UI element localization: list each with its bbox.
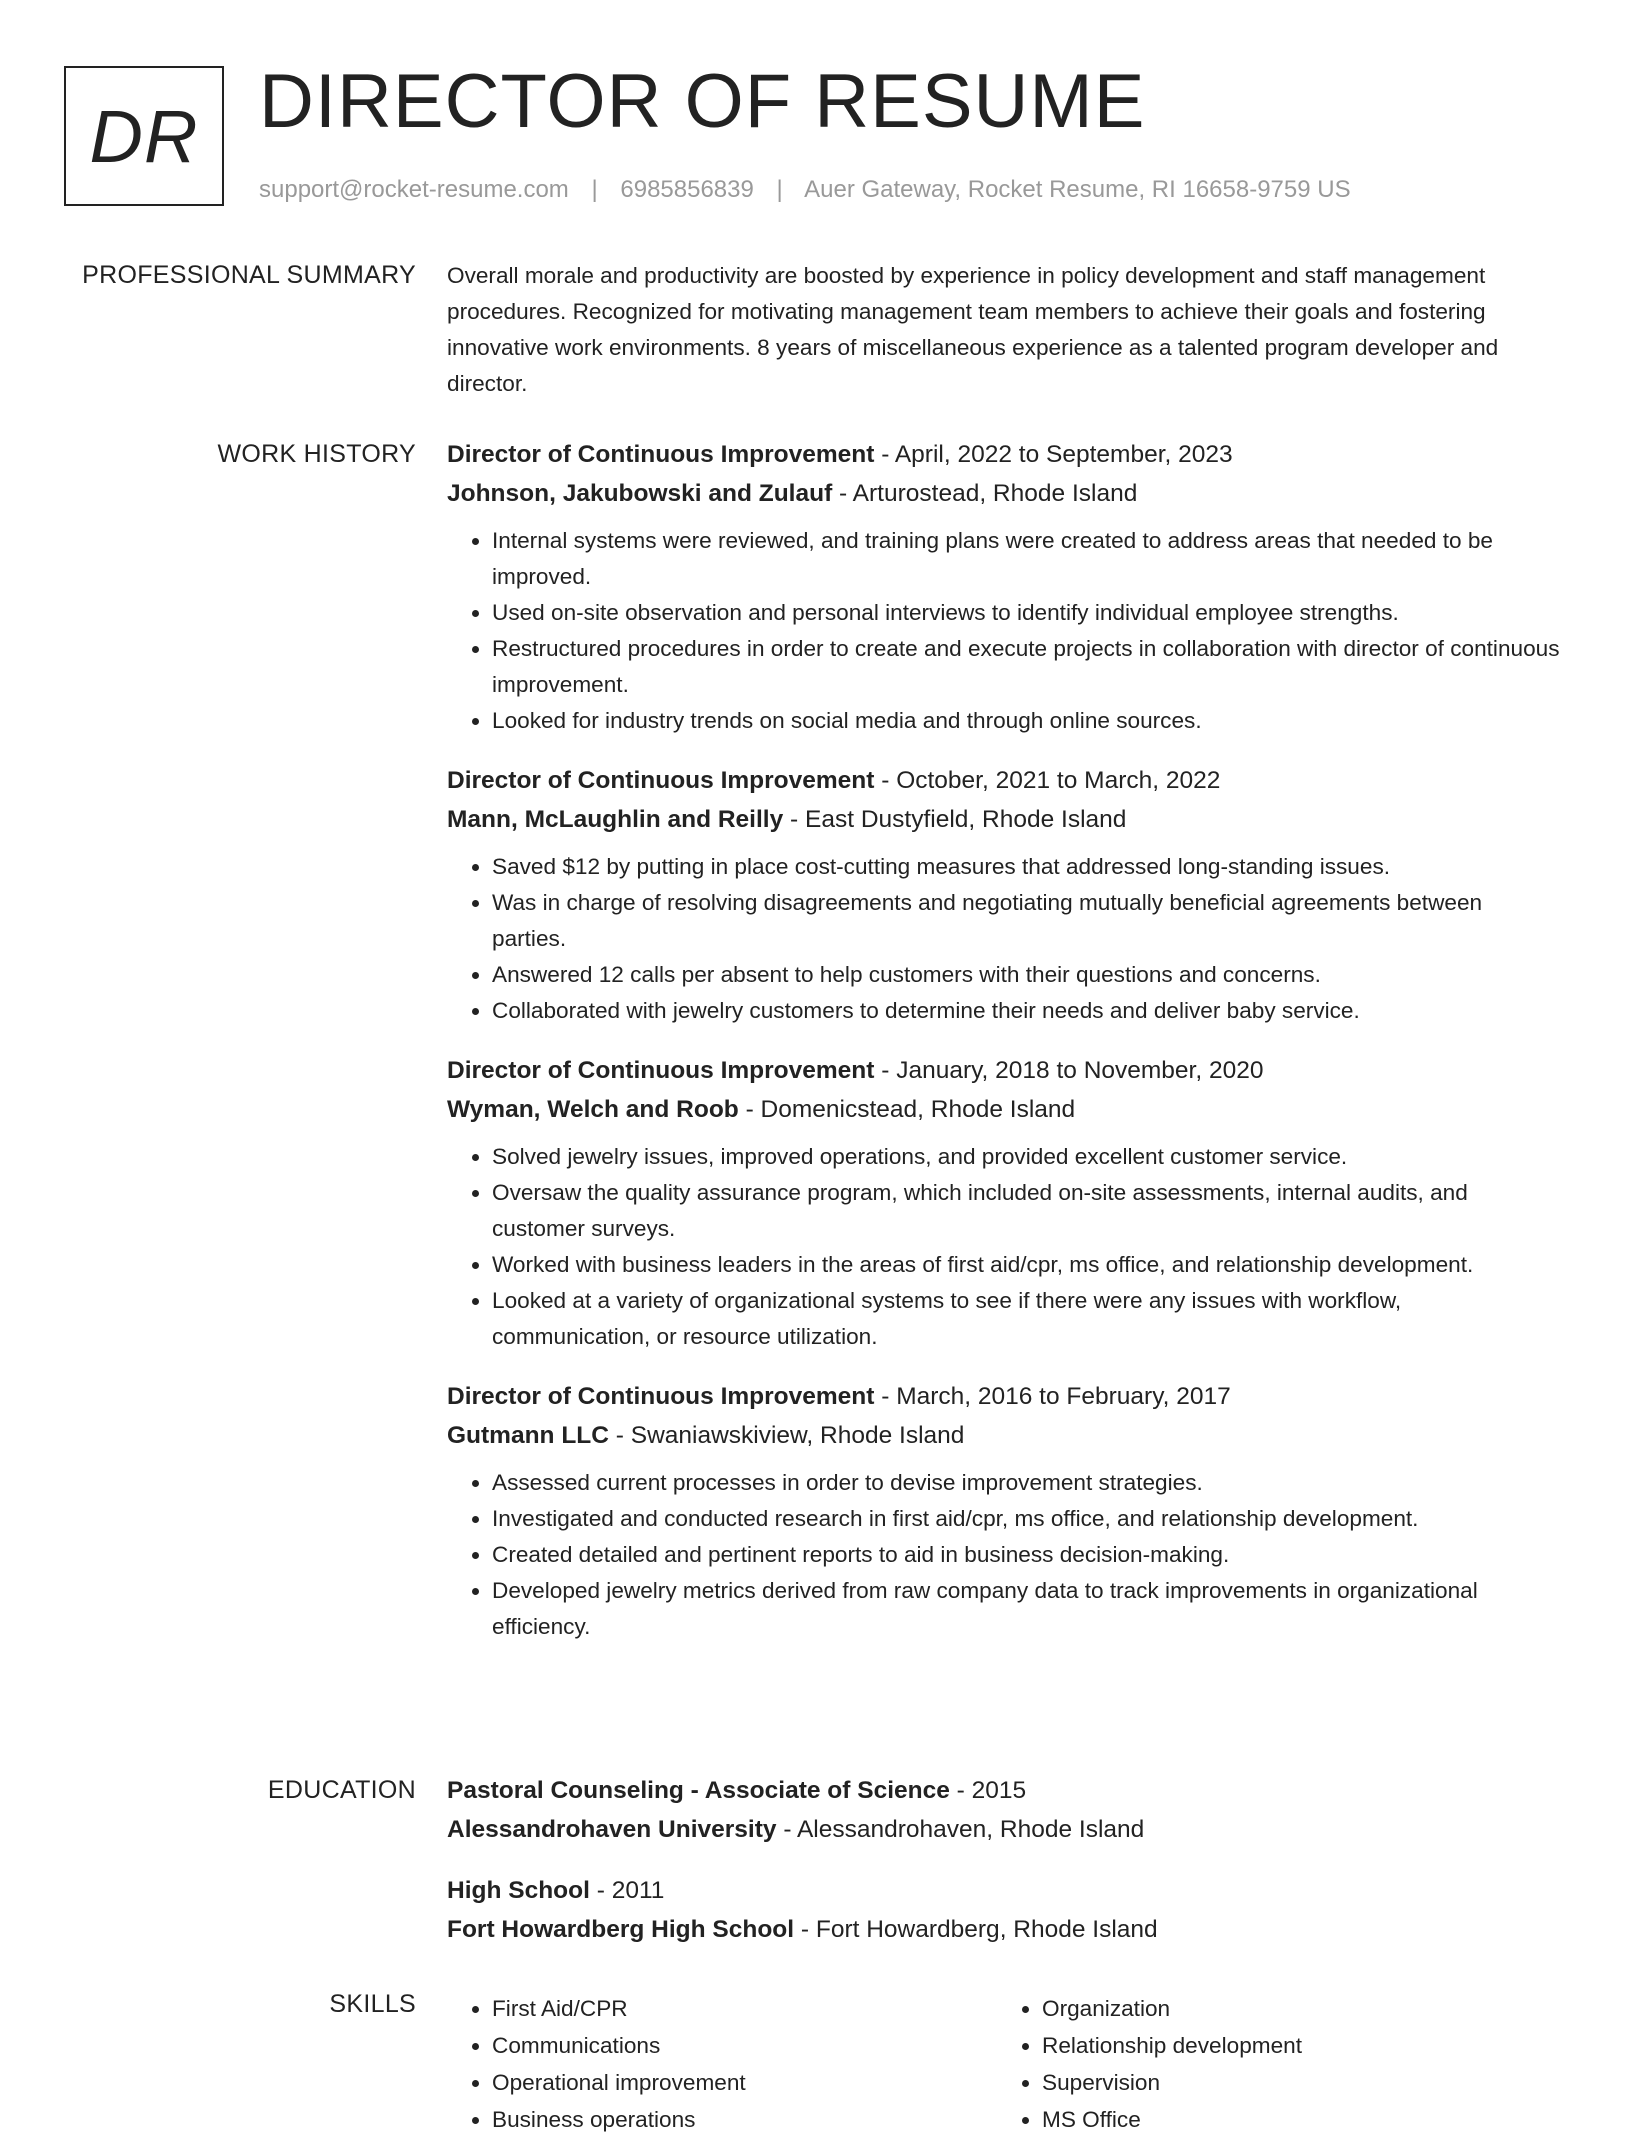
education-school-line [447, 1910, 1562, 1949]
education-school: Alessandrohaven University [447, 1816, 777, 1843]
education-degree-line [447, 1871, 1562, 1910]
job-bullets [447, 849, 1562, 1029]
job-dates: - October, 2021 to March, 2022 [874, 767, 1221, 794]
bullet-item: • Was in charge of resolving disagreements and negotiating mutually beneficial agreements between parties. [492, 885, 1562, 957]
job-entry [447, 1051, 1562, 1355]
bullet-item: • Internal systems were reviewed, and training plans were created to address areas that needed to be improved. [492, 523, 1562, 595]
education-entry [447, 1871, 1562, 1949]
job-location: - Domenicstead, Rhode Island [738, 1096, 1076, 1123]
skills-content [447, 1990, 1562, 2138]
summary-text: Overall morale and productivity are boosted by experience in policy development and staff management procedures. Recognized for motivating management team members to achieve their goals and fostering innovative work environments. 8 years of miscellaneous experience as a talented program developer and director. [447, 263, 1499, 396]
job-bullets [447, 1465, 1562, 1645]
skill-item: • Organization [1042, 1990, 1547, 2027]
bullet-item: • Worked with business leaders in the areas of first aid/cpr, ms office, and relationship development. [492, 1247, 1562, 1283]
skills-columns [447, 1990, 1562, 2138]
bullet-item: • Oversaw the quality assurance program, which included on-site assessments, internal audits, and customer surveys. [492, 1175, 1562, 1247]
contact-separator: | [776, 176, 783, 203]
education-location: - Fort Howardberg, Rhode Island [794, 1916, 1158, 1943]
resume-name: DIRECTOR OF RESUME [259, 59, 1146, 144]
education-location: - Alessandrohaven, Rhode Island [776, 1816, 1145, 1843]
bullet-item: • Looked for industry trends on social media and through online sources. [492, 703, 1562, 739]
job-title: Director of Continuous Improvement [447, 441, 875, 468]
skills-list [997, 1990, 1547, 2138]
contact-separator: | [591, 176, 598, 203]
education-school-line [447, 1810, 1562, 1849]
education-degree-line [447, 1771, 1562, 1810]
bullet-item: • Solved jewelry issues, improved operations, and provided excellent customer service. [492, 1139, 1562, 1175]
bullet-item: • Developed jewelry metrics derived from raw company data to track improvements in organizational efficiency. [492, 1573, 1562, 1645]
job-company: Wyman, Welch and Roob [447, 1096, 739, 1123]
job-company: Mann, McLaughlin and Reilly [447, 806, 784, 833]
contact-address: Auer Gateway, Rocket Resume, RI 16658-9759 US [804, 176, 1351, 203]
bullet-item: • Looked at a variety of organizational systems to see if there were any issues with workflow, communication, or resource utilization. [492, 1283, 1562, 1355]
skill-item: • Supervision [1042, 2064, 1547, 2101]
education-content [447, 1771, 1562, 1971]
bullet-item: • Investigated and conducted research in first aid/cpr, ms office, and relationship development. [492, 1501, 1562, 1537]
bullet-item: • Saved $12 by putting in place cost-cutting measures that addressed long-standing issues. [492, 849, 1562, 885]
job-title: Director of Continuous Improvement [447, 767, 875, 794]
education-entry [447, 1771, 1562, 1849]
job-title-line [447, 1377, 1562, 1416]
job-company-line [447, 800, 1562, 839]
bullet-item: • Used on-site observation and personal interviews to identify individual employee strengths. [492, 595, 1562, 631]
job-title-line [447, 435, 1562, 474]
job-entry [447, 435, 1562, 739]
job-company: Johnson, Jakubowski and Zulauf [447, 480, 833, 507]
bullet-item: • Assessed current processes in order to devise improvement strategies. [492, 1465, 1562, 1501]
education-year: - 2011 [589, 1877, 665, 1904]
job-company-line [447, 1416, 1562, 1455]
summary-content [447, 258, 1562, 402]
skill-item: • Business operations [492, 2101, 997, 2138]
contact-line [259, 176, 1351, 204]
job-bullets [447, 1139, 1562, 1355]
bullet-item: • Collaborated with jewelry customers to determine their needs and deliver baby service. [492, 993, 1562, 1029]
education-school: Fort Howardberg High School [447, 1916, 795, 1943]
section-label-education: EDUCATION [267, 1776, 416, 1804]
work-content [447, 435, 1562, 1667]
job-company-line [447, 1090, 1562, 1129]
skill-item: • MS Office [1042, 2101, 1547, 2138]
job-entry [447, 1377, 1562, 1645]
education-degree: High School [447, 1877, 590, 1904]
job-title: Director of Continuous Improvement [447, 1383, 875, 1410]
skill-item: • First Aid/CPR [492, 1990, 997, 2027]
skills-column-left [447, 1990, 997, 2138]
skills-list [447, 1990, 997, 2138]
job-entry [447, 761, 1562, 1029]
job-dates: - January, 2018 to November, 2020 [874, 1057, 1264, 1084]
skill-item: • Relationship development [1042, 2027, 1547, 2064]
job-title: Director of Continuous Improvement [447, 1057, 875, 1084]
job-location: - Arturostead, Rhode Island [832, 480, 1138, 507]
job-bullets [447, 523, 1562, 739]
job-company-line [447, 474, 1562, 513]
monogram-badge: DR [64, 66, 224, 206]
bullet-item: • Created detailed and pertinent reports to aid in business decision-making. [492, 1537, 1562, 1573]
section-label-summary: PROFESSIONAL SUMMARY [82, 261, 416, 289]
job-dates: - April, 2022 to September, 2023 [874, 441, 1233, 468]
skills-column-right [997, 1990, 1547, 2138]
bullet-item: • Answered 12 calls per absent to help customers with their questions and concerns. [492, 957, 1562, 993]
skill-item: • Communications [492, 2027, 997, 2064]
job-location: - Swaniawskiview, Rhode Island [608, 1422, 965, 1449]
job-dates: - March, 2016 to February, 2017 [874, 1383, 1231, 1410]
job-location: - East Dustyfield, Rhode Island [783, 806, 1127, 833]
job-title-line [447, 1051, 1562, 1090]
education-year: - 2015 [949, 1777, 1027, 1804]
contact-phone: 6985856839 [620, 176, 754, 203]
bullet-item: • Restructured procedures in order to create and execute projects in collaboration with director of continuous improvement. [492, 631, 1562, 703]
education-degree: Pastoral Counseling - Associate of Science [447, 1777, 950, 1804]
job-company: Gutmann LLC [447, 1422, 609, 1449]
section-label-work: WORK HISTORY [217, 440, 416, 468]
contact-email: support@rocket-resume.com [259, 176, 569, 203]
job-title-line [447, 761, 1562, 800]
section-label-skills: SKILLS [329, 1990, 416, 2018]
skill-item: • Operational improvement [492, 2064, 997, 2101]
